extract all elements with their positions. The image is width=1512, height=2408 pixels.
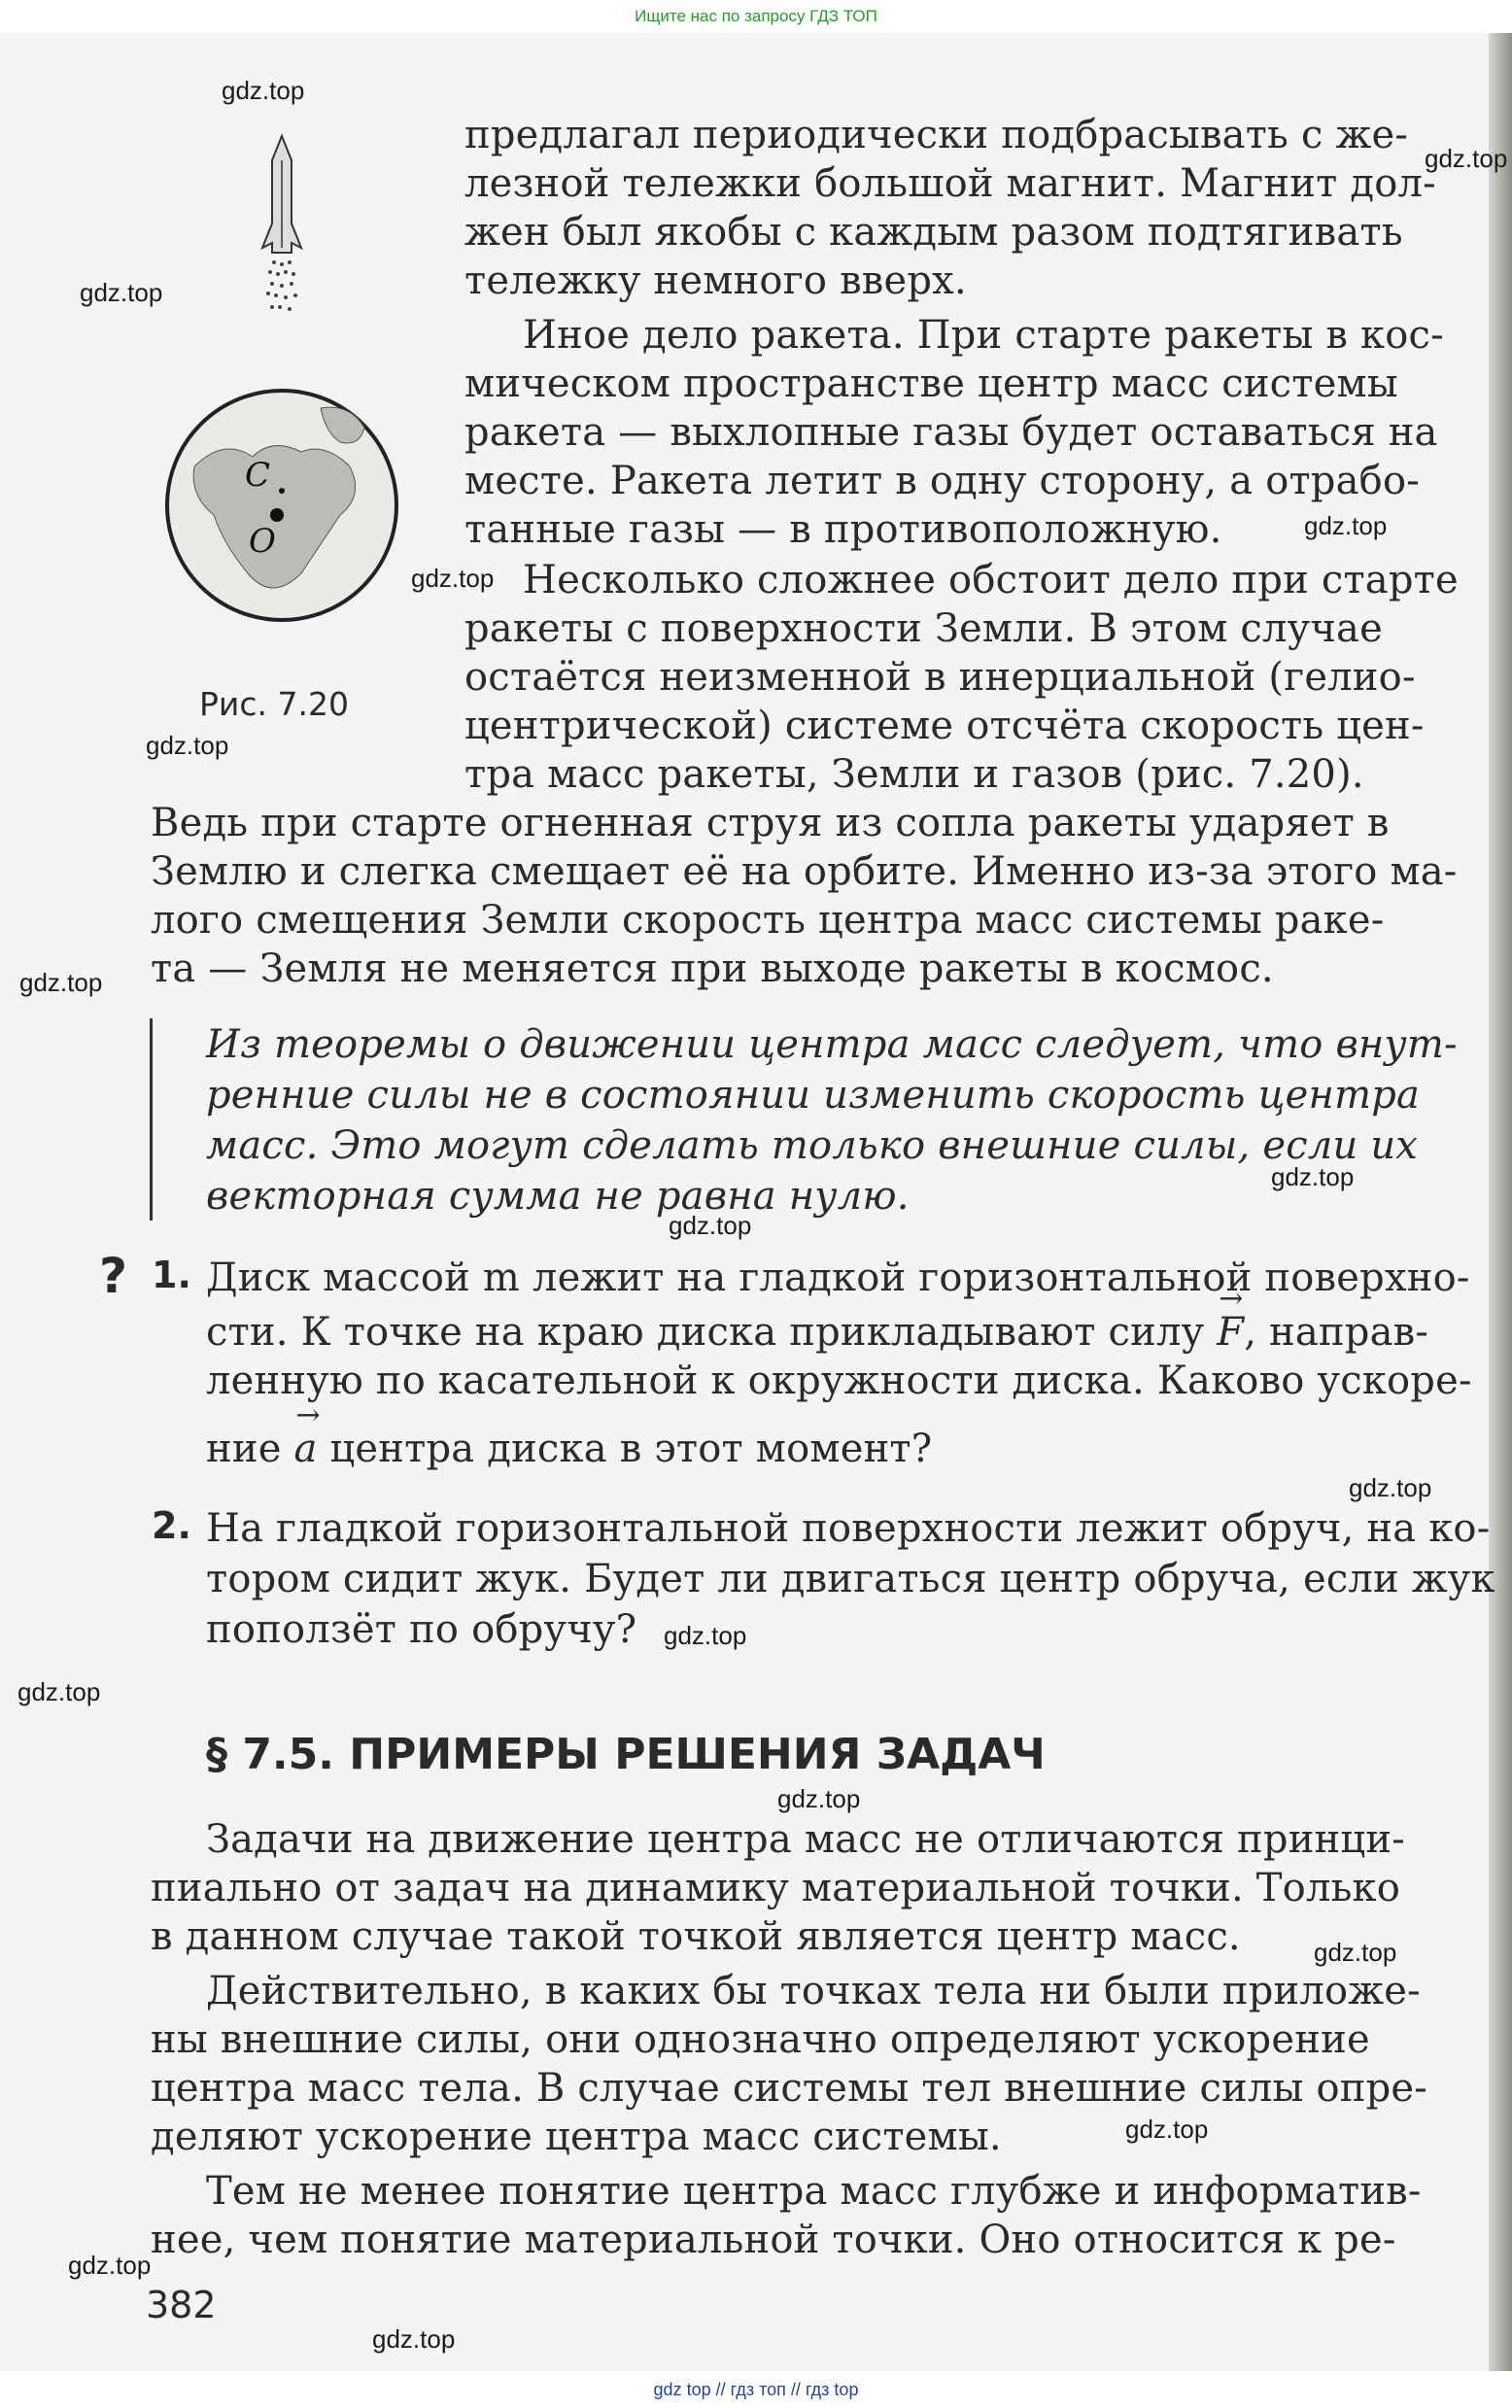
- page-edge: [1489, 33, 1512, 2371]
- watermark: gdz.top: [222, 76, 305, 105]
- label-c: C: [245, 456, 271, 495]
- question-text: центра диска в этот момент?: [317, 1427, 933, 1471]
- rocket-icon: [262, 136, 301, 311]
- text-line: Несколько сложнее обстоит дело при старте: [523, 558, 1459, 602]
- text-line: Иное дело ракета. При старте ракеты в кос-: [523, 313, 1444, 358]
- theorem-line: ренние силы не в состоянии изменить скорость центра: [206, 1073, 1421, 1118]
- section-line: Действительно, в каких бы точках тела ни были приложе-: [206, 1969, 1421, 2013]
- question-line: поползёт по обручу?: [206, 1607, 637, 1652]
- question-line: На гладкой горизонтальной поверхности лежит обруч, на ко-: [206, 1506, 1491, 1551]
- top-banner[interactable]: Ищите нас по запросу ГДЗ ТОП: [0, 0, 1512, 33]
- text-line: жен был якобы с каждым разом подтягивать: [464, 210, 1403, 255]
- text-line: мическом пространстве центр масс системы: [464, 361, 1398, 406]
- section-line: ны внешние силы, они однозначно определяют ускорение: [151, 2017, 1370, 2062]
- figure-caption: Рис. 7.20: [199, 685, 349, 723]
- text-line: тележку немного вверх.: [464, 258, 967, 303]
- question-line: [206, 1308, 1428, 1357]
- watermark: gdz.top: [1271, 1162, 1355, 1191]
- question-line: ленную по касательной к окружности диска. Каково ускоре-: [206, 1359, 1472, 1403]
- text-line: месте. Ракета летит в одну сторону, а отрабо-: [464, 459, 1420, 503]
- watermark: gdz.top: [146, 731, 229, 760]
- section-line: центра масс тела. В случае системы тел внешние силы опре-: [151, 2066, 1428, 2111]
- text-line: танные газы — в противоположную.: [464, 507, 1222, 552]
- acceleration-vector: → a: [294, 1425, 318, 1473]
- force-vector: → F: [1217, 1308, 1244, 1357]
- label-o: O: [249, 522, 276, 561]
- question-text: ние: [206, 1427, 294, 1471]
- theorem-bar: [150, 1018, 153, 1221]
- section-line: в данном случае такой точкой является центр масс.: [151, 1914, 1241, 1959]
- watermark: gdz.top: [1425, 144, 1508, 173]
- figure-rocket-earth: [155, 117, 408, 661]
- question-mark-icon: ?: [99, 1248, 128, 1304]
- section-line: пиально от задач на динамику материальной точки. Только: [151, 1866, 1401, 1910]
- section-line: Задачи на движение центра масс не отличаются принци-: [206, 1817, 1405, 1862]
- question-text: сти. К точке на краю диска прикладывают силу: [206, 1310, 1218, 1355]
- watermark: gdz.top: [1304, 511, 1388, 540]
- text-line: остаётся неизменной в инерциальной (гелио-: [464, 655, 1416, 700]
- bottom-banner[interactable]: gdz top // гдз топ // гдз top: [0, 2371, 1512, 2408]
- watermark: gdz.top: [19, 968, 103, 997]
- question-line: Диск массой m лежит на гладкой горизонтальной поверхно-: [206, 1256, 1470, 1300]
- theorem-line: Из теоремы о движении центра масс следует, что внут-: [206, 1022, 1458, 1067]
- watermark: gdz.top: [1125, 2115, 1209, 2144]
- text-line: тра масс ракеты, Земли и газов (рис. 7.20).: [464, 752, 1364, 797]
- text-line: лезной тележки большой магнит. Магнит дол-: [464, 161, 1436, 206]
- text-line: ракеты с поверхности Земли. В этом случае: [464, 606, 1383, 651]
- text-line: ракета — выхлопные газы будет оставаться на: [464, 410, 1438, 455]
- text-line: лого смещения Земли скорость центра масс системы раке-: [151, 898, 1385, 943]
- text-line: центрической) системе отсчёта скорость цен-: [464, 704, 1425, 748]
- watermark: gdz.top: [669, 1211, 752, 1240]
- text-line: Ведь при старте огненная струя из сопла ракеты ударяет в: [151, 801, 1390, 845]
- question-number: 1.: [152, 1254, 191, 1296]
- section-heading: § 7.5. ПРИМЕРЫ РЕШЕНИЯ ЗАДАЧ: [206, 1730, 1046, 1779]
- question-text: , направ-: [1244, 1310, 1429, 1355]
- section-line: Тем не менее понятие центра масс глубже и информатив-: [206, 2169, 1422, 2214]
- question-line: тором сидит жук. Будет ли двигаться центр обруча, если жук: [206, 1557, 1495, 1601]
- watermark: gdz.top: [411, 564, 495, 593]
- watermark: gdz.top: [664, 1621, 747, 1650]
- page-number: 382: [146, 2284, 217, 2326]
- theorem-line: масс. Это могут сделать только внешние силы, если их: [206, 1123, 1419, 1168]
- watermark: gdz.top: [68, 2251, 152, 2280]
- watermark: gdz.top: [80, 278, 163, 307]
- theorem-line: векторная сумма не равна нулю.: [206, 1174, 910, 1219]
- watermark: gdz.top: [372, 2324, 456, 2354]
- watermark: gdz.top: [17, 1677, 101, 1706]
- section-line: нее, чем понятие материальной точки. Оно относится к ре-: [151, 2218, 1396, 2262]
- earth-icon: [167, 391, 396, 620]
- section-line: деляют ускорение центра масс системы.: [151, 2115, 1002, 2159]
- text-line: предлагал периодически подбрасывать с же-: [464, 113, 1409, 157]
- watermark: gdz.top: [1349, 1473, 1432, 1502]
- question-number: 2.: [152, 1504, 191, 1547]
- watermark: gdz.top: [777, 1784, 861, 1813]
- question-line: [206, 1425, 932, 1473]
- text-line: Землю и слегка смещает её на орбите. Именно из-за этого ма-: [151, 849, 1458, 894]
- watermark: gdz.top: [1314, 1938, 1397, 1967]
- text-line: та — Земля не меняется при выходе ракеты в космос.: [151, 946, 1274, 991]
